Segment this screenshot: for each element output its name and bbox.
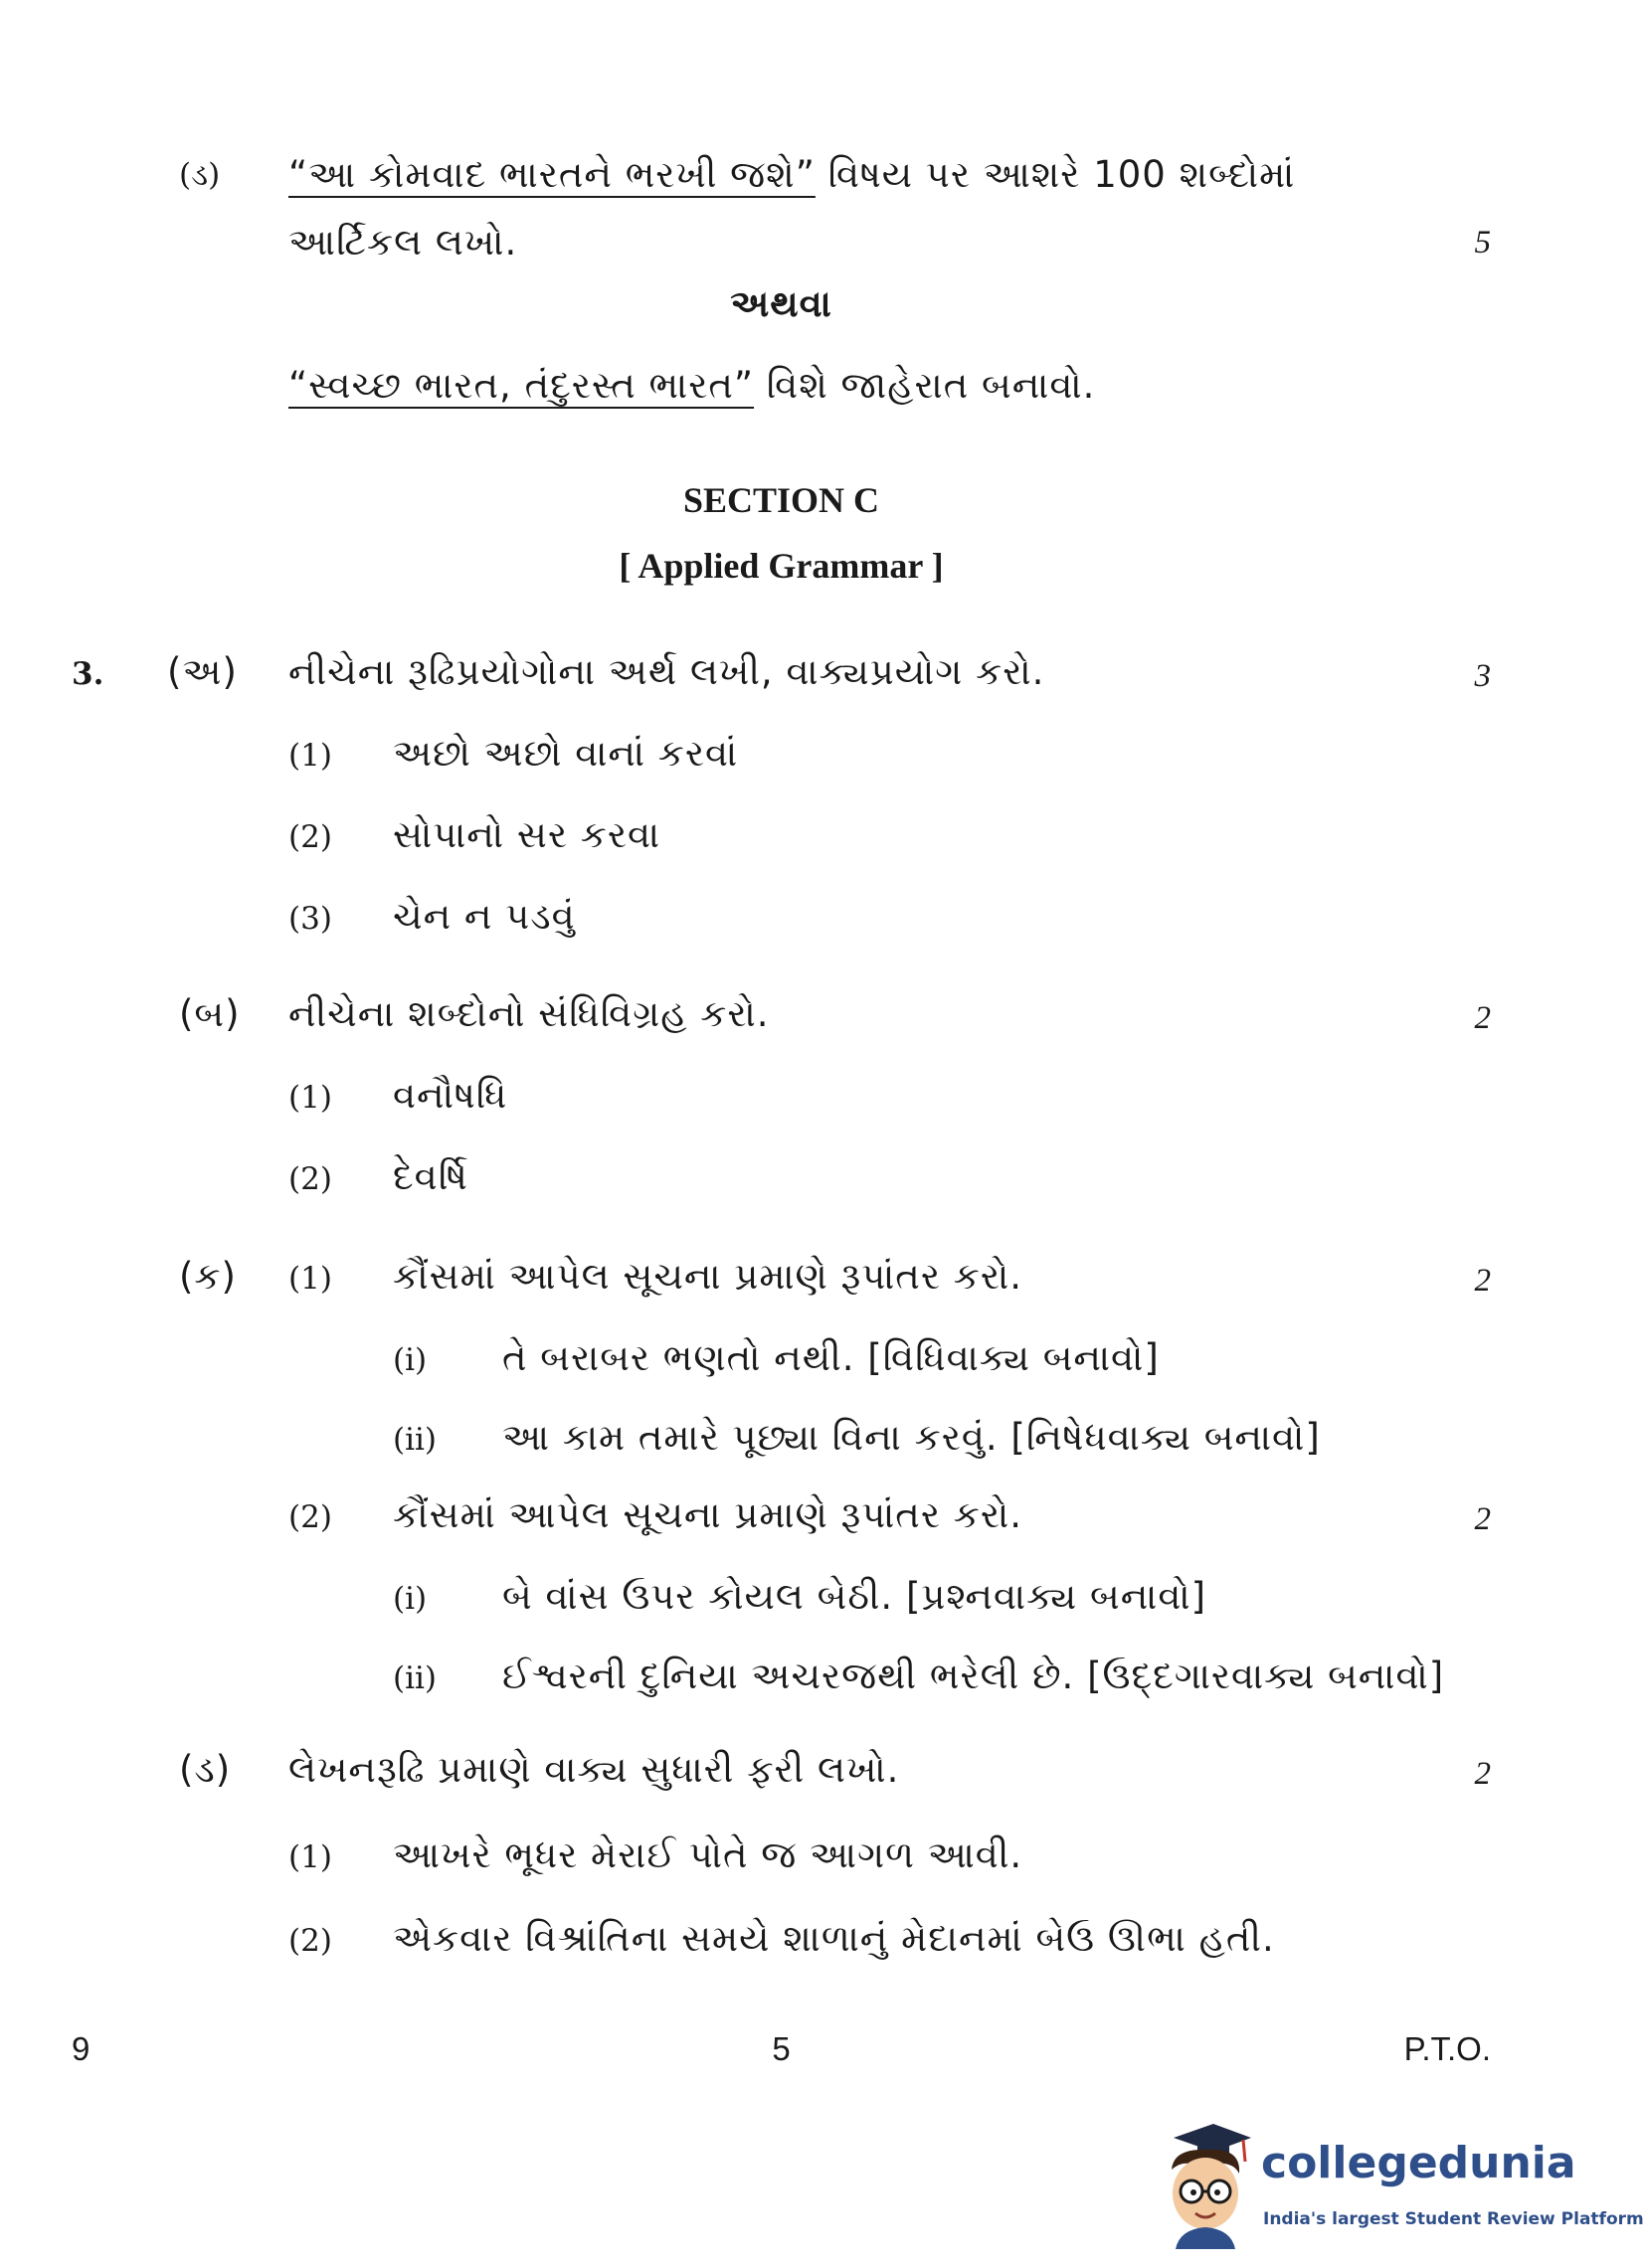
q3a-item-text: સોપાનો સર કરવા: [393, 813, 661, 856]
q2d-line3-rest: વિશે જાહેરાત બનાવો.: [754, 364, 1096, 407]
section-subtitle: [ Applied Grammar ]: [619, 546, 944, 586]
q3c-part-text: કૌંસમાં આપેલ સૂચના પ્રમાણે રૂપાંતર કરો.: [393, 1493, 1022, 1536]
q3d-text: લેખનરૂઢિ પ્રમાણે વાક્ય સુધારી ફરી લખો.: [288, 1748, 900, 1791]
q2d-marks: 5: [1474, 225, 1491, 261]
q3a-text: નીચેના રૂઢિપ્રયોગોના અર્થ લખી, વાક્યપ્રયોગ કરો.: [288, 650, 1045, 693]
q2d-line3: [288, 364, 1095, 408]
q3c-sub-text: તે બરાબર ભણતો નથી. [વિધિવાક્ય બનાવો]: [502, 1336, 1160, 1379]
q3b-label: (બ): [179, 992, 241, 1035]
q3c-sub-num: (i): [393, 1581, 428, 1617]
mascot-icon: [1154, 2118, 1253, 2257]
q3b-item-text: દેવર્ષિ: [393, 1155, 468, 1198]
q3a-item-num: (2): [288, 819, 332, 855]
q3a-item-text: ચેન ન પડવું: [393, 895, 576, 938]
section-title: SECTION C: [682, 480, 880, 520]
pto-label: P.T.O.: [1403, 2030, 1491, 2067]
q3c-part-num: (1): [288, 1261, 332, 1297]
brand-tagline: India's largest Student Review Platform: [1263, 2209, 1644, 2229]
q3-number: 3.: [72, 656, 104, 692]
q3c-part-marks: 2: [1474, 1501, 1491, 1537]
q3a-item-text: અછો અછો વાનાં કરવાં: [393, 732, 739, 775]
q2d-line1-rest: વિષય પર આશરે 100 શબ્દોમાં: [815, 153, 1296, 196]
q3a-item-num: (1): [288, 738, 332, 774]
q3c-label: (ક): [179, 1255, 237, 1298]
q3b-text: નીચેના શબ્દોનો સંધિવિગ્રહ કરો.: [288, 992, 770, 1035]
q3c-part-text: કૌંસમાં આપેલ સૂચના પ્રમાણે રૂપાંતર કરો.: [393, 1255, 1022, 1298]
q3b-marks: 2: [1474, 1000, 1491, 1036]
q3d-item-text: એકવાર વિશ્રાંતિના સમયે શાળાનું મેદાનમાં બેઉ ઊભા હતી.: [393, 1917, 1275, 1960]
q3d-item-num: (1): [288, 1839, 332, 1875]
q2d-quote1: “આ કોમવાદ ભારતને ભરખી જશે”: [288, 153, 816, 196]
q3b-item-num: (1): [288, 1080, 332, 1116]
q3c-sub-text: આ કામ તમારે પૂછ્યા વિના કરવું. [નિષેધવાક્ય બનાવો]: [502, 1416, 1321, 1459]
q3c-part-num: (2): [288, 1499, 332, 1535]
q2d-line2: આર્ટિકલ લખો.: [288, 221, 518, 263]
q3c-sub-num: (i): [393, 1342, 428, 1378]
collegedunia-logo: [1154, 2118, 1644, 2257]
q3c-sub-text: બે વાંસ ઉપર કોયલ બેઠી. [પ્રશ્નવાક્ય બનાવો]: [502, 1575, 1207, 1618]
q3a-item-num: (3): [288, 901, 332, 937]
q3c-sub-num: (ii): [393, 1660, 438, 1696]
q2d-quote2: “સ્વચ્છ ભારત, તંદુરસ્ત ભારત”: [288, 364, 755, 407]
q3d-item-num: (2): [288, 1923, 332, 1959]
brand-name: collegedunia: [1261, 2138, 1576, 2188]
q3c-sub-text: ઈશ્વરની દુનિયા અચરજથી ભરેલી છે. [ઉદ્દગારવાક્ય બનાવો]: [502, 1655, 1445, 1697]
q3a-marks: 3: [1474, 658, 1491, 694]
q2d-or: અથવા: [730, 282, 832, 325]
q3b-item-num: (2): [288, 1161, 332, 1197]
q3c-part-marks: 2: [1474, 1263, 1491, 1299]
q2d-label: (ડ): [179, 157, 221, 193]
q3d-marks: 2: [1474, 1756, 1491, 1792]
q3d-item-text: આખરે ભૂધર મેરાઈ પોતે જ આગળ આવી.: [393, 1833, 1023, 1876]
q3a-label: (અ): [167, 650, 238, 693]
q3d-label: (ડ): [179, 1748, 232, 1791]
footer-code: 9: [72, 2030, 91, 2067]
q2d-line1: [288, 153, 1295, 197]
q3b-item-text: વનૌષધિ: [393, 1074, 508, 1117]
page-number: 5: [772, 2030, 791, 2067]
q3c-sub-num: (ii): [393, 1422, 438, 1458]
